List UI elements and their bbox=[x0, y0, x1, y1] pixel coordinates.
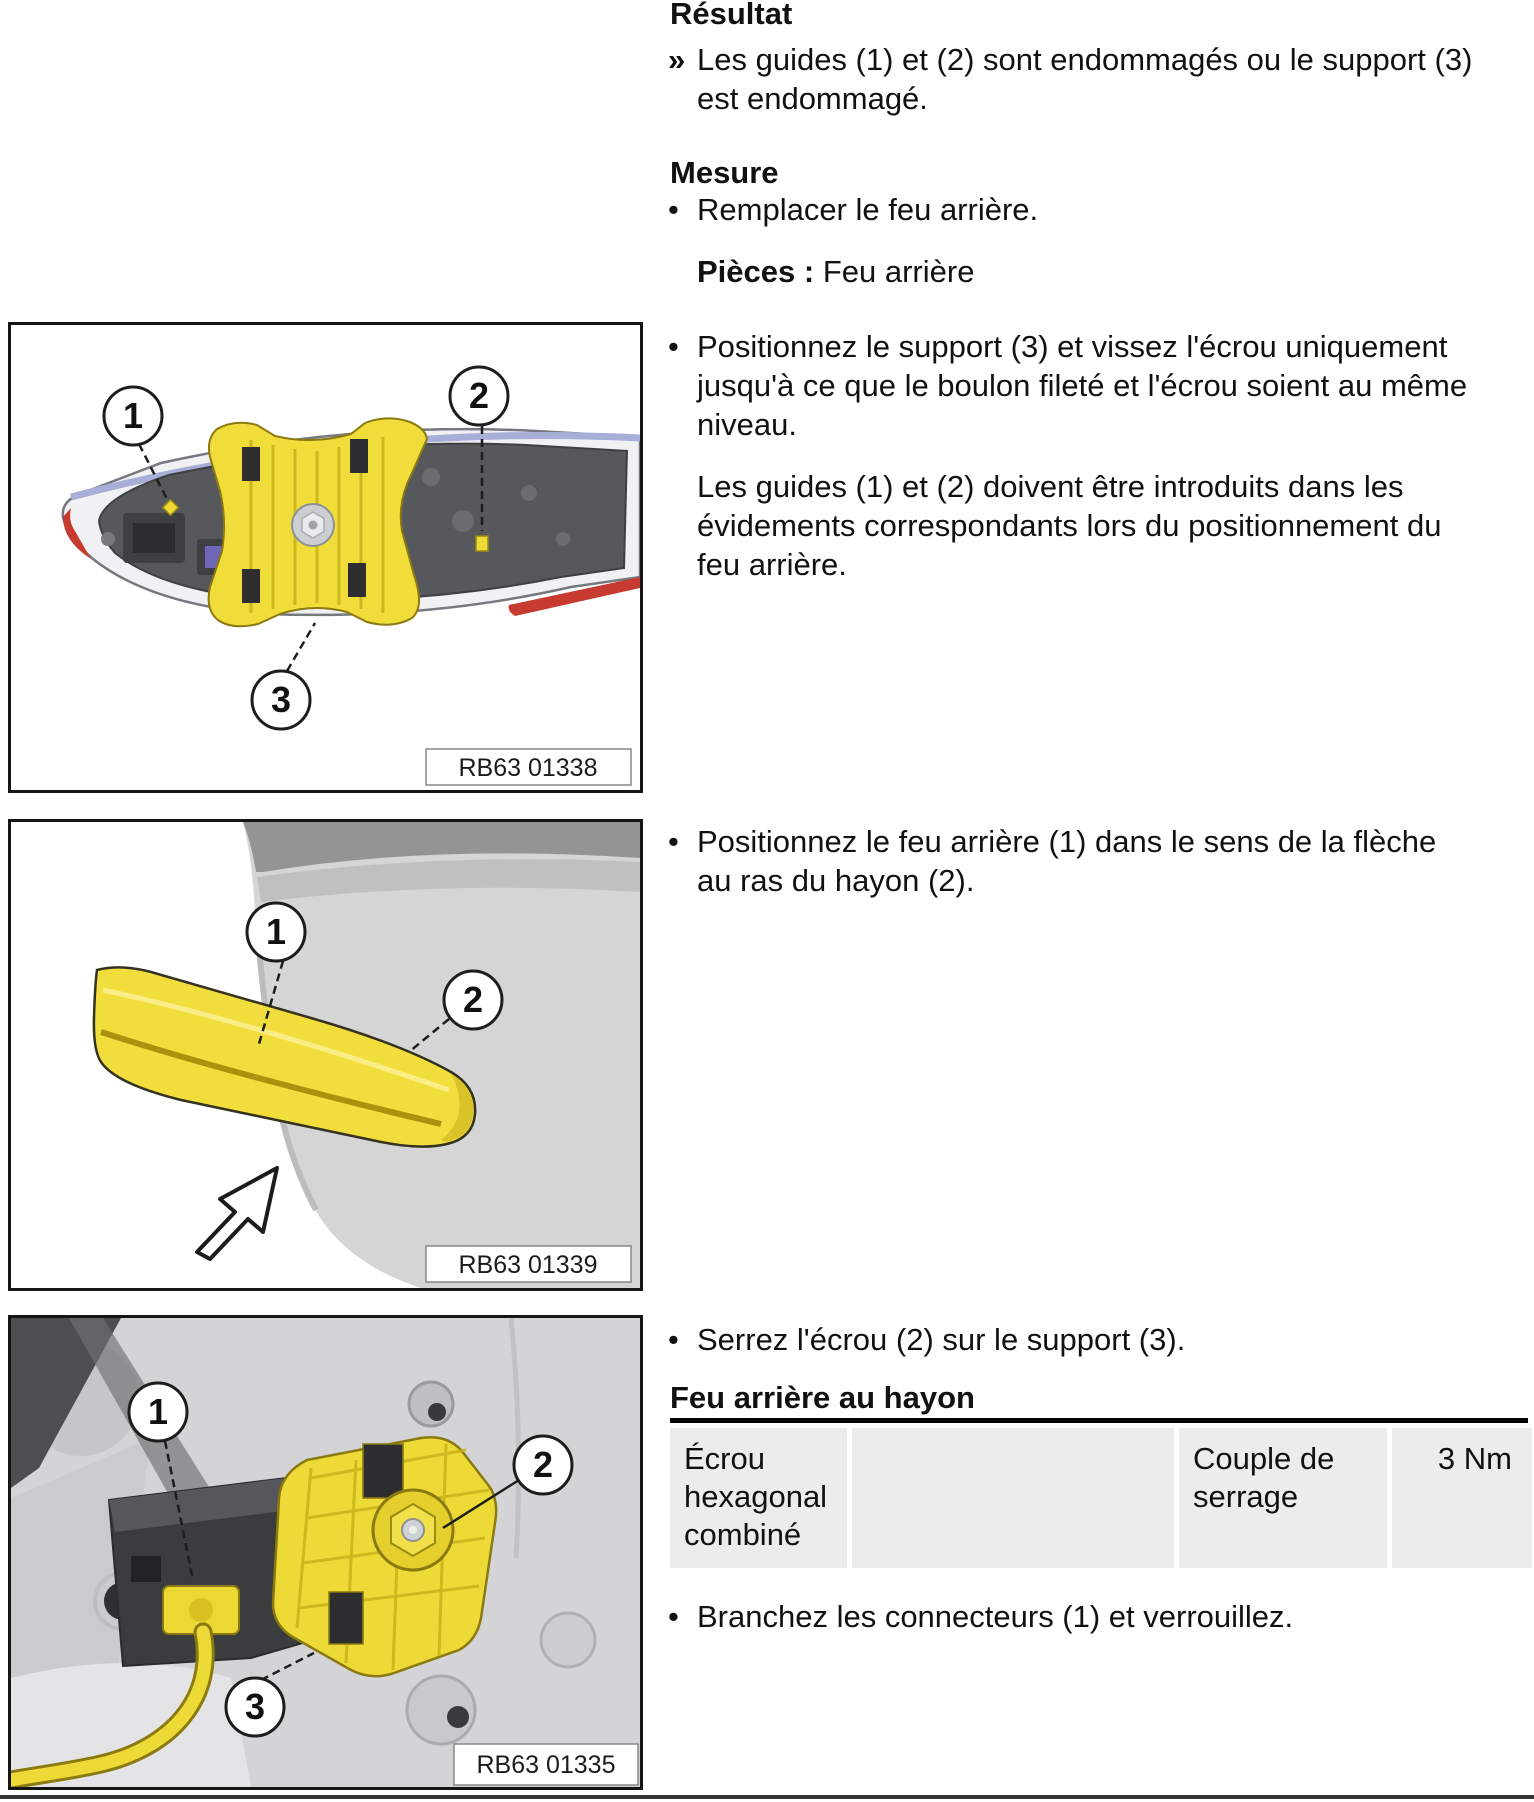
leader-3 bbox=[287, 623, 315, 671]
step-position-light-text: Positionnez le feu arrière (1) dans le sens de la flèche au ras du hayon (2). bbox=[697, 824, 1437, 898]
figure-code: RB63 01335 bbox=[476, 1751, 616, 1779]
screw-4 bbox=[521, 485, 537, 501]
bracket-slot-2 bbox=[329, 1592, 363, 1644]
bracket-slot-1 bbox=[242, 447, 260, 481]
callout-1-label: 1 bbox=[147, 1391, 169, 1432]
torque-table-title: Feu arrière au hayon bbox=[670, 1378, 1528, 1423]
figure-light-positioning bbox=[8, 819, 643, 1291]
callout-3-label: 3 bbox=[244, 1686, 266, 1727]
result-heading: Résultat bbox=[670, 0, 793, 31]
torque-table-cell-property: Couple de serrage bbox=[1179, 1428, 1387, 1568]
bracket-bolt-center bbox=[309, 521, 318, 530]
callout-3-label: 3 bbox=[270, 679, 292, 720]
step-connect-text: Branchez les connecteurs (1) et verrouillez. bbox=[697, 1599, 1294, 1634]
guide-pin-2 bbox=[476, 536, 488, 551]
result-item bbox=[668, 40, 1475, 118]
screw-5 bbox=[556, 532, 570, 546]
step-bullet: • bbox=[668, 1599, 679, 1634]
stud-tip bbox=[409, 1526, 417, 1534]
light-positioning-illustration bbox=[11, 822, 640, 1288]
direction-arrow-icon bbox=[197, 1168, 277, 1259]
bracket-slot-4 bbox=[348, 563, 366, 597]
callout-1-label: 1 bbox=[122, 395, 144, 436]
panel-hole-right bbox=[541, 1613, 595, 1667]
step-position-support-text: Positionnez le support (3) et vissez l'écrou uniquement jusqu'à ce que le boulon fileté et l'écrou soient au même niveau. bbox=[697, 329, 1468, 442]
torque-table-cell-component: Écrou hexagonal combiné bbox=[670, 1428, 847, 1568]
parts-line bbox=[697, 252, 1475, 291]
measure-item-text: Remplacer le feu arrière. bbox=[697, 192, 1039, 227]
callout-2-label: 2 bbox=[532, 1444, 554, 1485]
connector-housing-slot bbox=[131, 1556, 161, 1582]
bracket-slot-1 bbox=[363, 1444, 403, 1498]
panel-hole-top bbox=[409, 1382, 453, 1426]
figure-connector-support bbox=[8, 1315, 643, 1790]
step-bullet: • bbox=[668, 329, 679, 364]
step-connect bbox=[668, 1597, 1475, 1636]
step-position-support-note: Les guides (1) et (2) doivent être introduits dans les évidements correspondants lors du positionnement du feu arrière. bbox=[697, 469, 1442, 582]
step-bullet: • bbox=[668, 1322, 679, 1357]
page-bottom-rule bbox=[0, 1795, 1534, 1799]
torque-table bbox=[670, 1428, 1532, 1568]
connector-lock-center bbox=[189, 1598, 213, 1622]
figure-code: RB63 01338 bbox=[458, 754, 598, 782]
parts-label: Pièces : bbox=[697, 254, 815, 289]
step-bullet: • bbox=[668, 824, 679, 859]
panel-hole-bottom-dark bbox=[447, 1706, 469, 1728]
step-tighten-nut-text: Serrez l'écrou (2) sur le support (3). bbox=[697, 1322, 1186, 1357]
socket-a-slot bbox=[133, 523, 175, 553]
connector-support-illustration bbox=[11, 1318, 640, 1787]
measure-item-bullet: • bbox=[668, 192, 679, 227]
result-item-marker: » bbox=[668, 42, 686, 77]
measure-item bbox=[668, 190, 1475, 229]
parts-value: Feu arrière bbox=[822, 254, 975, 289]
figure-code: RB63 01339 bbox=[458, 1251, 598, 1279]
figure-tail-light-rear bbox=[8, 322, 643, 793]
step-tighten-nut bbox=[668, 1320, 1475, 1359]
screw-2 bbox=[422, 468, 440, 486]
measure-heading: Mesure bbox=[670, 155, 779, 190]
callout-2-label: 2 bbox=[462, 979, 484, 1020]
step-position-support bbox=[668, 327, 1475, 444]
callout-1-label: 1 bbox=[265, 911, 287, 952]
panel-hole-top-dark bbox=[428, 1403, 446, 1421]
screw-1 bbox=[101, 532, 115, 546]
torque-table-cell-value: 3 Nm bbox=[1392, 1428, 1532, 1568]
bracket-slot-2 bbox=[350, 439, 368, 473]
result-item-text: Les guides (1) et (2) sont endommagés ou le support (3) est endommagé. bbox=[697, 42, 1473, 116]
callout-2-label: 2 bbox=[468, 375, 490, 416]
torque-table-cell-middle bbox=[852, 1428, 1174, 1568]
tail-light-rear-illustration bbox=[11, 325, 640, 790]
step-position-light bbox=[668, 822, 1475, 900]
bracket-slot-3 bbox=[242, 569, 260, 603]
screw-3 bbox=[452, 510, 474, 532]
